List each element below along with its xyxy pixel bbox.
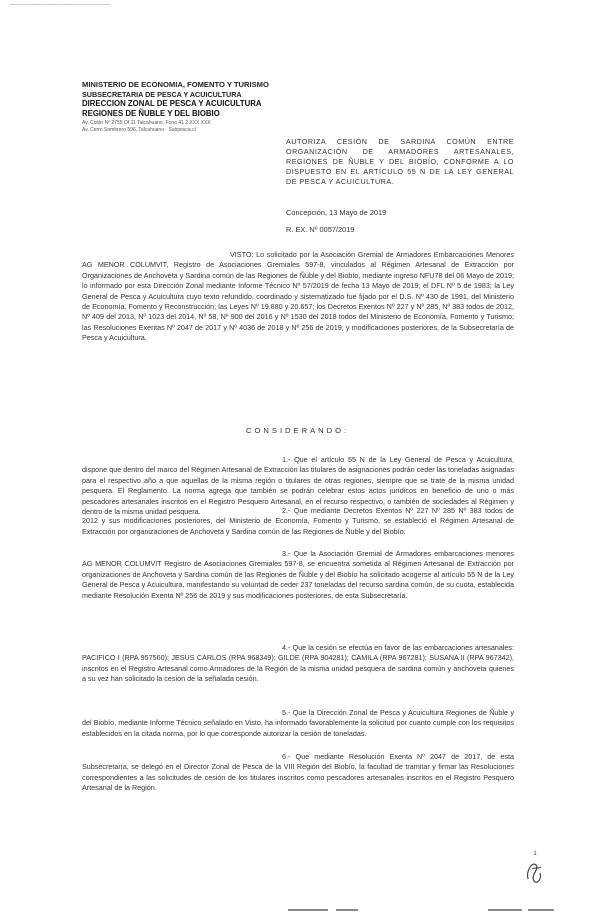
handwritten-initial-icon — [524, 857, 546, 887]
considerando-1: 1.- Que el artículo 55 N de la Ley General de Pesca y Acuicultura, dispone que dentro del marco del Régimen Artesanal de Extracción las titulares de asignaciones podrán ceder las toneladas asignadas para el respectivo año a que aquellas de la misma región o titulares de otras regiones, siempre que se trate de la misma unidad pesquera. El Reglamento. La norma agrega que también se podrán celebrar estos actos jurídicos en beneficio de uno o más pescadores artesanales inscritos en el Registro Pesquero Artesanal, en el recurso respectivo, o también de sociedades al Régimen y dentro de la misma unidad pesquera. — [82, 455, 514, 517]
visto-paragraph: VISTO: Lo solicitado por la Asociación Gremial de Armadores Embarcaciones Menores AG MENOR COLUMVIT, Registro de Asociaciones Gremiales 597-8, vinculados al Régimen Artesanal de Extracción por Organizaciones de Anchoveta y Sardina común de las Regiones de Ñuble y del Biobío, mediante ingreso NFU78 del 06 Mayo de 2019; lo informado por esta Dirección Zonal mediante Informe Técnico Nº 57/2019 de fecha 13 Mayo de 2019; el DFL Nº 5 de 1983; la Ley General de Pesca y Acuicultura cuyo texto refundido, coordinado y sistematizado fue fijado por el D.S. Nº 430 de 1991, del Ministerio de Economía, Fomento y Reconstrucción; las Leyes Nº 19.880 y 20.657; los Decretos Exentos Nº 227 y Nº 285, Nº 383 todos de 2012, Nº 409 del 2013, Nº 1023 del 2014, Nº 58, Nº 900 del 2016 y Nº 1530 del 2018 todos del Ministerio de Economía, Fomento y Turismo; las Resoluciones Exentas Nº 2047 de 2017 y Nº 4036 de 2018 y Nº 256 de 2019, y modificaciones posteriores, de la Subsecretaría de Pesca y Acuicultura. — [82, 250, 514, 343]
regiones-name: REGIONES DE ÑUBLE Y DEL BIOBIO — [82, 109, 220, 118]
bottom-scan-marks — [288, 909, 558, 913]
considerando-2: 2.- Que mediante Decretos Exentos Nº 227 Nº 285 Nº 383 todos de 2012 y sus modificaciones posteriores, del Ministerio de Economía, Fomento y Turismo, se estableció el Régimen Artesanal de Extracción por organizaciones de Anchoveta y Sardina común de las Regiones de Ñuble y del Biobío. — [82, 506, 514, 536]
considerando-3: 3.- Que la Asociación Gremial de Armadores embarcaciones menores AG MENOR COLUMVIT Registro de Asociaciones Gremiales 597-8, se encuentra sometida al Régimen Artesanal de Extracción por organizaciones de Anchoveta y Sardina común de las Regiones de Ñuble y del Biobío ha solicitado acogerse al artículo 55 N de la Ley General de Pesca y Acuicultura, manifestando su voluntad de ceder 237 toneladas del recurso sardina común, de su cuota, establecida mediante Resolución Exenta Nº 256 de 2019 y sus modificaciones posteriores, de esta Subsecretaría. — [82, 549, 514, 600]
letterhead — [82, 80, 322, 134]
subsecretaria-name: SUBSECRETARIA DE PESCA Y ACUICULTURA — [82, 89, 242, 99]
resolution-summary: AUTORIZA CESIÓN DE SARDINA COMÚN ENTRE ORGANIZACIÓN DE ARMADORES ARTESANALES, REGIONES DE ÑUBLE Y DEL BIOBÍO, CONFORME A LO DISPUESTO EN EL ARTÍCULO 55 N DE LA LEY GENERAL DE PESCA Y ACUICULTURA. — [286, 137, 514, 186]
place-date: Concepción, 13 Mayo de 2019 — [286, 208, 387, 217]
top-scan-mark: ——————————————————— — [10, 2, 111, 8]
ministry-name: MINISTERIO DE ECONOMIA, FOMENTO Y TURISMO — [82, 80, 269, 89]
considerando-heading: CONSIDERANDO: — [246, 426, 350, 435]
address-line-2: Av. Cerro Sombrero 596, Talcahuano · Subpesca.cl — [82, 127, 196, 134]
folio-number: 1 — [533, 851, 537, 857]
considerando-5: 5.- Que la Dirección Zonal de Pesca y Acuicultura Regiones de Ñuble y del Biobío, mediante Informe Técnico señalado en Visto, ha informado favorablemente la solicitud por cuanto cumple con los requisitos establecidos en la citada norma, por lo que corresponde autorizar la cesión de toneladas. — [82, 708, 514, 738]
considerando-4: 4.- Que la cesión se efectúa en favor de las embarcaciones artesanales: PACIFICO I (RPA 957560); JESUS CARLOS (RPA 968349); GILDE (RPA 904281); CAMILA (RPA 967281); SUSANA II (RPA 967342), inscritos en el Registro Artesanal como Armadores de la Región de la misma unidad pesquera de sardina común y anchoveta quienes a su vez han solicitado la cesión de la señalada cesión. — [82, 643, 514, 684]
direccion-zonal-name: DIRECCION ZONAL DE PESCA Y ACUICULTURA — [82, 99, 262, 108]
folio-stamp — [520, 851, 550, 892]
considerando-6: 6.- Que mediante Resolución Exenta Nº 2047 de 2017, de esta Subsecretaría, se delegó en el Director Zonal de Pesca de la VIII Región del Biobío, la facultad de tramitar y firmar las Resoluciones correspondientes a las solicitudes de cesión de los titulares inscritos como pescadores artesanales inscritos en el Registro Pesquero Artesanal de la Región. — [82, 752, 514, 793]
address-line-1: Av. Colón Nº 2755 Of 11 Talcahuano, Fono 41 2 XXX XXX — [82, 120, 211, 126]
resolution-number: R. EX. Nº 0057/2019 — [286, 225, 355, 234]
